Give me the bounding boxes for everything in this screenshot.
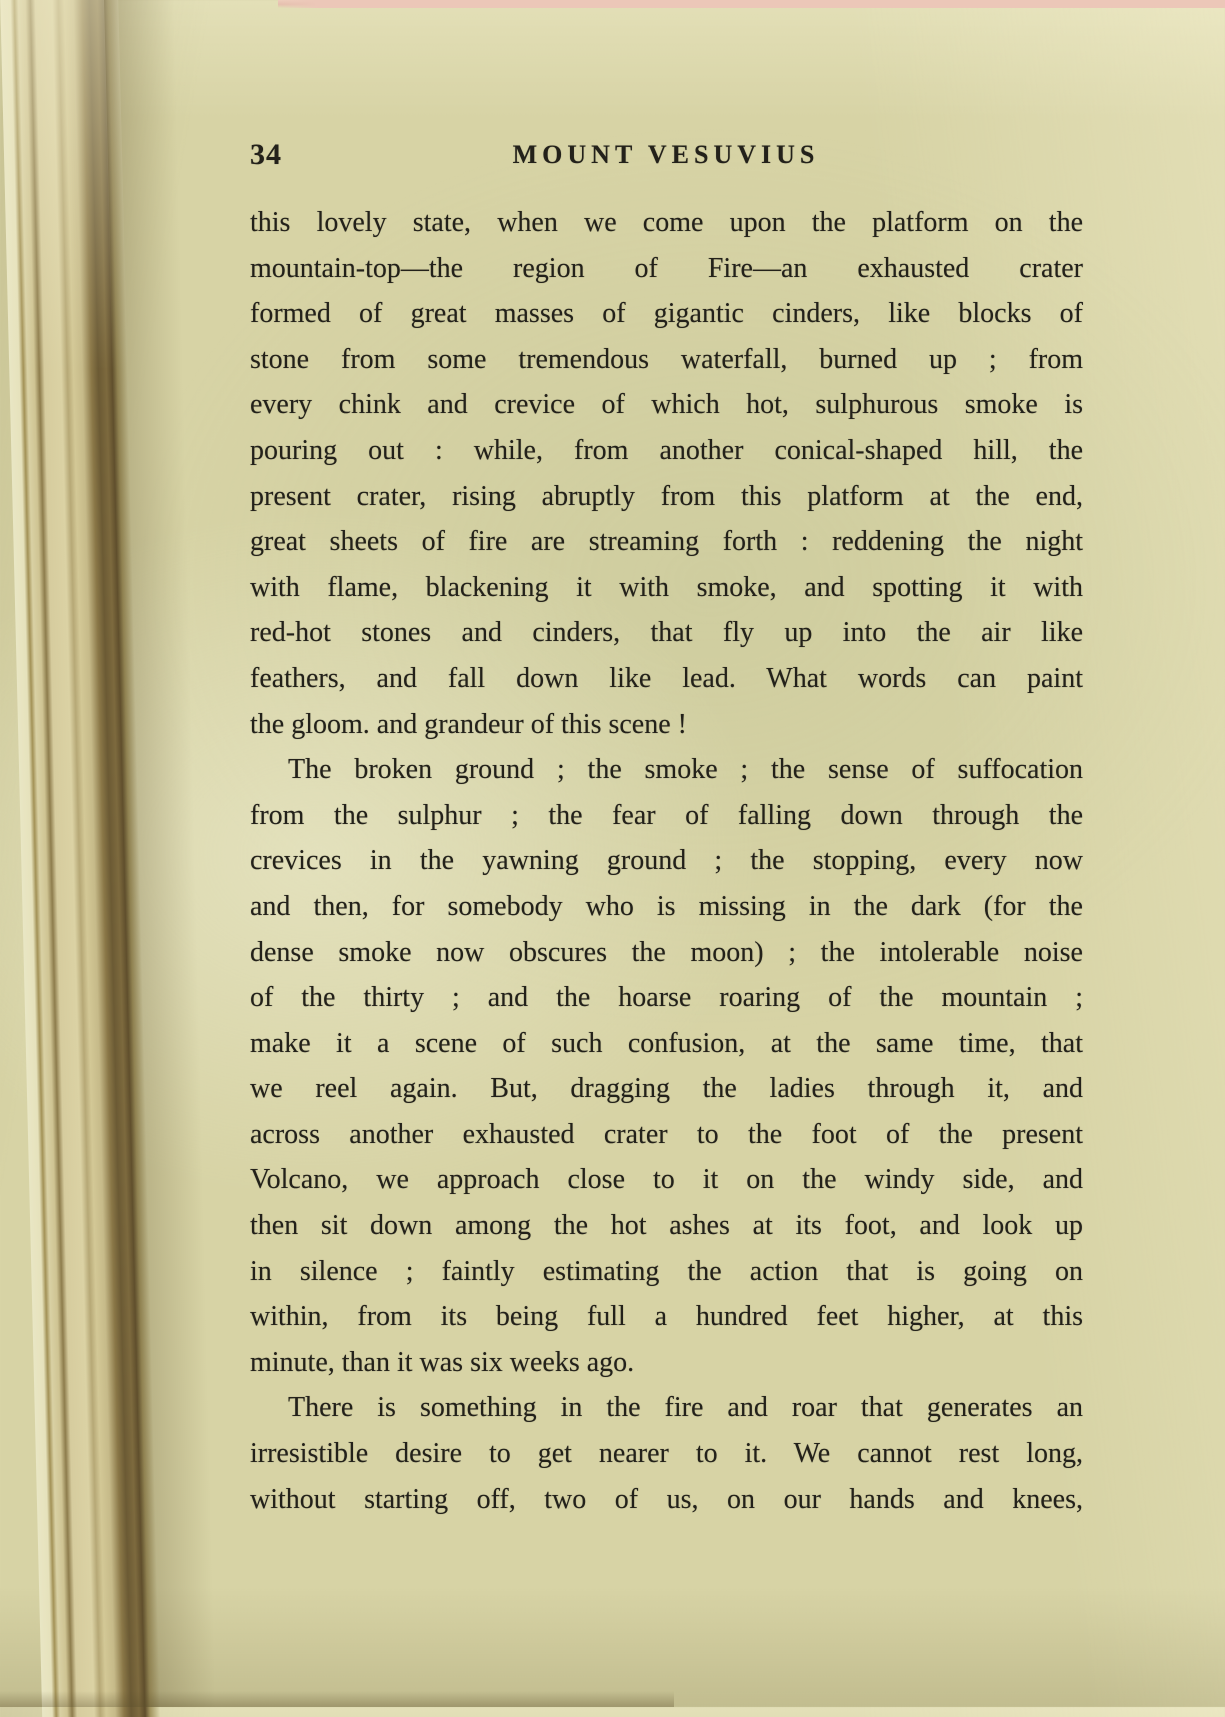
page-number: 34 xyxy=(250,138,282,171)
text-line: in silence ; faintly estimating the action that is going on xyxy=(250,1255,1083,1287)
text-line: The broken ground ; the smoke ; the sense of suffocation xyxy=(288,754,1083,786)
page-bottom-edge-shadow xyxy=(0,1691,674,1707)
text-line: across another exhausted crater to the foot of the present xyxy=(250,1118,1083,1150)
running-header-title: MOUNT VESUVIUS xyxy=(512,140,820,169)
text-line: minute, than it was six weeks ago. xyxy=(250,1346,635,1378)
text-line: mountain-top—the region of Fire—an exhausted crater xyxy=(250,252,1083,284)
text-line: of the thirty ; and the hoarse roaring of the mountain ; xyxy=(250,982,1083,1014)
text-line: within, from its being full a hundred feet higher, at this xyxy=(250,1301,1083,1333)
running-head xyxy=(250,136,1082,178)
text-line: Volcano, we approach close to it on the windy side, and xyxy=(250,1164,1083,1196)
text-line: feathers, and fall down like lead. What words can paint xyxy=(250,662,1083,694)
text-line: stone from some tremendous waterfall, burned up ; from xyxy=(250,343,1083,375)
page-top-edge xyxy=(278,0,1225,8)
text-line: the gloom. and grandeur of this scene ! xyxy=(250,708,687,740)
text-line: every chink and crevice of which hot, sulphurous smoke is xyxy=(250,389,1083,421)
text-line: formed of great masses of gigantic cinders, like blocks of xyxy=(250,298,1083,330)
text-line: dense smoke now obscures the moon) ; the intolerable noise xyxy=(250,936,1083,968)
text-line: There is something in the fire and roar that generates an xyxy=(288,1392,1083,1424)
text-line: make it a scene of such confusion, at the same time, that xyxy=(250,1027,1083,1059)
text-line: irresistible desire to get nearer to it. We cannot rest long, xyxy=(250,1438,1083,1470)
text-line: great sheets of fire are streaming forth : reddening the night xyxy=(250,526,1083,558)
body-text xyxy=(250,200,1083,1522)
text-line: red-hot stones and cinders, that fly up into the air like xyxy=(250,617,1083,649)
text-line: this lovely state, when we come upon the platform on the xyxy=(250,207,1083,238)
text-line: crevices in the yawning ground ; the stopping, every now xyxy=(250,845,1083,877)
text-line: and then, for somebody who is missing in the dark (for the xyxy=(250,890,1083,922)
text-line: without starting off, two of us, on our hands and knees, xyxy=(250,1483,1083,1515)
text-line: present crater, rising abruptly from this platform at the end, xyxy=(250,480,1083,512)
text-line: we reel again. But, dragging the ladies through it, and xyxy=(250,1073,1083,1105)
text-line: then sit down among the hot ashes at its foot, and look up xyxy=(250,1210,1083,1242)
text-line: with flame, blackening it with smoke, and spotting it with xyxy=(250,571,1083,603)
text-line: from the sulphur ; the fear of falling down through the xyxy=(250,799,1083,831)
text-line: pouring out : while, from another conical-shaped hill, the xyxy=(250,434,1083,466)
